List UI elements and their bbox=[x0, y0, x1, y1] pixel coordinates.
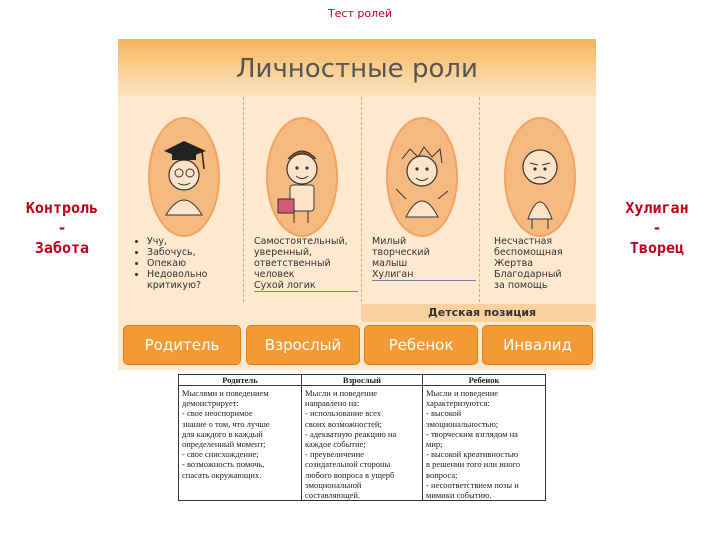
invalid-trait: за помощь bbox=[494, 280, 548, 291]
adult-trait: ответственный bbox=[254, 258, 331, 269]
column-divider bbox=[243, 97, 244, 302]
table-cell-parent bbox=[179, 386, 302, 501]
invalid-trait: Несчастная bbox=[494, 236, 553, 247]
cell-line: эмоциональностью; bbox=[426, 418, 499, 429]
child-description bbox=[372, 236, 476, 281]
child-trait: творческий bbox=[372, 247, 430, 258]
cell-line: - использование всех bbox=[305, 408, 382, 419]
cell-line: - несоответствием позы и bbox=[426, 479, 519, 490]
roles-panel bbox=[118, 39, 596, 370]
cell-line: вопроса; bbox=[426, 469, 458, 480]
cell-line: созидательной стороны bbox=[305, 459, 391, 470]
role-button-parent[interactable]: Родитель bbox=[123, 325, 241, 365]
left-side-line: Забота bbox=[34, 239, 90, 257]
parent-trait-cont: критикую? bbox=[147, 280, 202, 291]
right-side-line: Хулиган bbox=[625, 199, 689, 217]
panel-title: Личностные роли bbox=[236, 54, 478, 84]
table-cell-child bbox=[423, 386, 546, 501]
parent-trait: • Забочусь, bbox=[147, 247, 240, 258]
cell-line: - высокой креативностью bbox=[426, 449, 519, 460]
cell-line: - адекватную реакцию на bbox=[305, 428, 397, 439]
parent-character-illustration bbox=[148, 117, 220, 237]
adult-character-illustration bbox=[266, 117, 338, 237]
adult-trait: Самостоятельный, bbox=[254, 236, 348, 247]
cell-line: направлено на: bbox=[305, 398, 360, 409]
cell-line: - возможность помочь, bbox=[182, 459, 265, 470]
table-header: Ребенок bbox=[423, 375, 546, 386]
column-divider bbox=[361, 97, 362, 302]
invalid-description bbox=[494, 236, 594, 291]
cell-line: знание о том, что лучше bbox=[182, 418, 270, 429]
child-trait: малыш bbox=[372, 258, 408, 269]
cell-line: - свое снисхождение; bbox=[182, 449, 259, 460]
cell-line: - высокой bbox=[426, 408, 462, 419]
page-title: Тест ролей bbox=[327, 7, 393, 20]
cell-line: спасать окружающих. bbox=[182, 469, 262, 480]
left-side-line: - bbox=[57, 219, 67, 237]
parent-description bbox=[136, 236, 240, 291]
cell-line: мимики событию. bbox=[426, 490, 492, 501]
cell-line: Мыслями и поведением bbox=[182, 388, 269, 398]
invalid-trait: Благодарный bbox=[494, 269, 562, 280]
invalid-character-illustration bbox=[504, 117, 576, 237]
cell-line: - творческим взглядом на bbox=[426, 428, 518, 439]
cell-line: Мысли и поведение bbox=[305, 388, 378, 398]
invalid-trait: беспомощная bbox=[494, 247, 563, 258]
child-trait: Милый bbox=[372, 236, 407, 247]
parent-trait: • Учу, bbox=[147, 236, 240, 247]
cell-line: Мысли и поведение bbox=[426, 388, 499, 398]
adult-trait: уверенный, bbox=[254, 247, 313, 258]
cell-line: любого вопроса в ущерб bbox=[305, 469, 395, 480]
cell-line: - преувеличение bbox=[305, 449, 365, 460]
column-divider bbox=[479, 97, 480, 302]
cell-line: эмоциональной bbox=[305, 479, 362, 490]
cell-line: в решении того или иного bbox=[426, 459, 521, 470]
table-row bbox=[179, 386, 546, 501]
invalid-trait: Жертва bbox=[494, 258, 534, 269]
child-character-illustration bbox=[386, 117, 458, 237]
role-button-invalid[interactable]: Инвалид bbox=[482, 325, 593, 365]
cell-line: демонстрирует: bbox=[182, 398, 239, 409]
cell-line: мир; bbox=[426, 439, 443, 450]
adult-trait: Сухой логик bbox=[254, 280, 358, 292]
cell-line: каждое событие; bbox=[305, 439, 366, 450]
left-side-label bbox=[6, 198, 118, 258]
table-header: Родитель bbox=[179, 375, 302, 386]
table-header: Взрослый bbox=[302, 375, 423, 386]
right-side-label bbox=[602, 198, 712, 258]
left-side-line: Контроль bbox=[25, 199, 99, 217]
role-button-child[interactable]: Ребенок bbox=[364, 325, 478, 365]
cell-line: характеризуются: bbox=[426, 398, 490, 409]
right-side-line: - bbox=[652, 219, 662, 237]
adult-trait: человек bbox=[254, 269, 295, 280]
role-button-adult[interactable]: Взрослый bbox=[246, 325, 360, 365]
cell-line: для каждого в каждый bbox=[182, 428, 263, 439]
table-cell-adult bbox=[302, 386, 423, 501]
cell-line: определенный момент; bbox=[182, 439, 266, 450]
child-trait: Хулиган bbox=[372, 269, 476, 281]
child-position-label: Детская позиция bbox=[428, 306, 537, 319]
parent-trait: • Опекаю bbox=[147, 258, 240, 269]
parent-trait: • Недовольно bbox=[147, 269, 240, 280]
table-header-row bbox=[179, 375, 546, 386]
adult-description bbox=[254, 236, 358, 292]
right-side-line: Творец bbox=[629, 239, 685, 257]
cell-line: - свое неоспоримое bbox=[182, 408, 253, 419]
cell-line: своих возможностей; bbox=[305, 418, 382, 429]
cell-line: составляющей. bbox=[305, 490, 360, 501]
roles-comparison-table bbox=[178, 374, 546, 501]
